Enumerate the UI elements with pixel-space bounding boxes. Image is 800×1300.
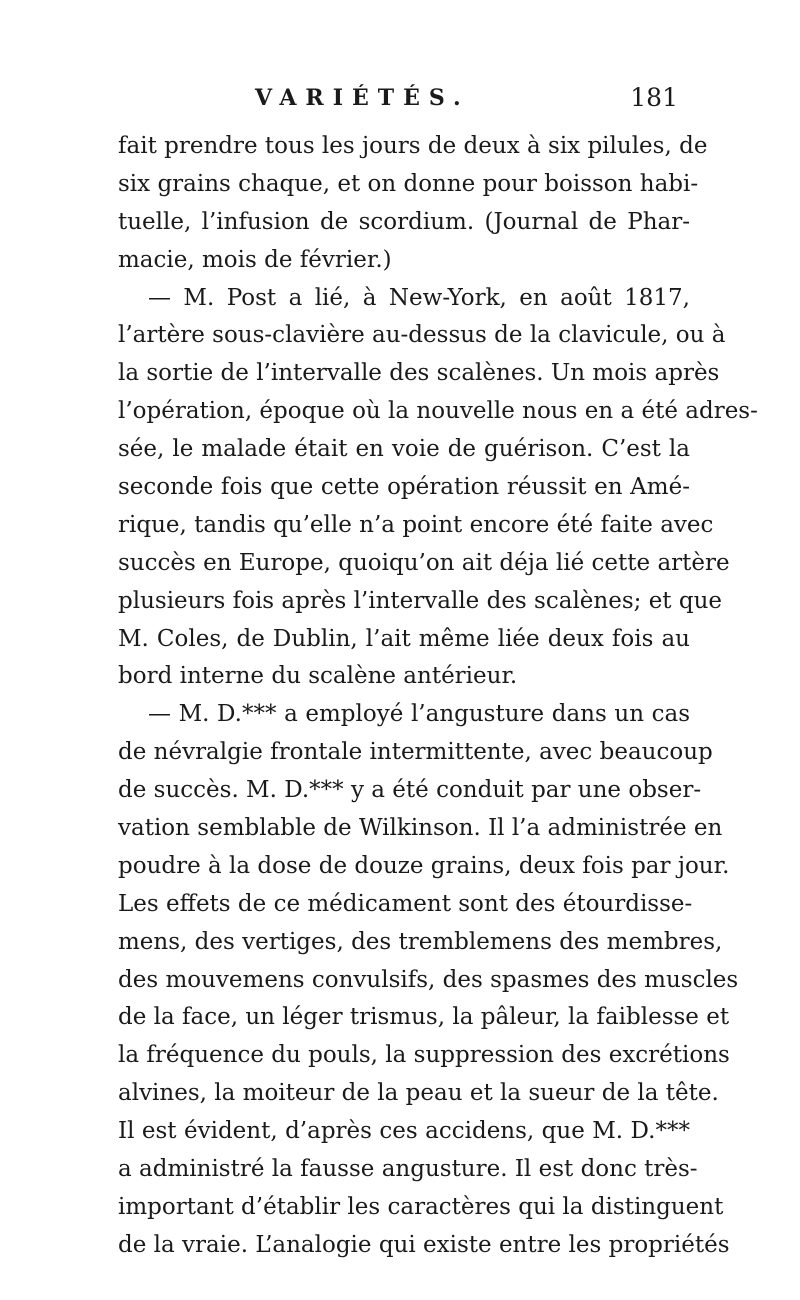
text-line: de la vraie. L’analogie qui existe entre les propriétés <box>118 1231 730 1258</box>
text-line: six grains chaque, et on donne pour boisson habi- <box>118 170 699 197</box>
text-line: l’opération, époque où la nouvelle nous en a été adres- <box>118 398 758 425</box>
text-line: fait prendre tous les jours de deux à six pilules, de <box>118 133 708 159</box>
text-line: vation semblable de Wilkinson. Il l’a administrée en <box>118 815 723 842</box>
text-line: important d’établir les caractères qui la distinguent <box>118 1193 724 1220</box>
text-line: macie, mois de février.) <box>118 246 392 273</box>
text-line: de la face, un léger trismus, la pâleur, la faiblesse et <box>118 1004 730 1031</box>
text-line: de névralgie frontale intermittente, avec beaucoup <box>118 739 713 766</box>
page-number: 181 <box>630 83 678 112</box>
text-line: succès en Europe, quoiqu’on ait déja lié cette artère <box>118 549 730 576</box>
text-line: seconde fois que cette opération réussit en Amé- <box>118 474 690 501</box>
text-line: rique, tandis qu’elle n’a point encore été faite avec <box>118 511 714 538</box>
running-head: VARIÉTÉS. <box>255 85 470 111</box>
text-line: tuelle, l’infusion de scordium. (Journal de Phar- <box>118 208 690 235</box>
text-line: plusieurs fois après l’intervalle des scalènes; et que <box>118 587 723 614</box>
page-header <box>120 78 680 118</box>
text-line: l’artère sous-clavière au-dessus de la clavicule, ou à <box>118 322 726 349</box>
text-line: alvines, la moiteur de la peau et la sueur de la tête. <box>118 1080 719 1107</box>
text-line: — M. Post a lié, à New-York, en août 1817, <box>148 284 690 311</box>
body-text <box>118 128 758 1265</box>
text-line: Il est évident, d’après ces accidens, que M. D.*** <box>118 1118 690 1145</box>
text-line: de succès. M. D.*** y a été conduit par une obser- <box>118 777 702 804</box>
text-line: la sortie de l’intervalle des scalènes. Un mois après <box>118 360 720 387</box>
text-line: poudre à la dose de douze grains, deux fois par jour. <box>118 852 730 879</box>
text-line: bord interne du scalène antérieur. <box>118 663 518 690</box>
text-line: la fréquence du pouls, la suppression des excrétions <box>118 1042 730 1069</box>
text-line: — M. D.*** a employé l’angusture dans un cas <box>148 701 690 728</box>
text-line: mens, des vertiges, des tremblemens des membres, <box>118 928 723 955</box>
text-line: a administré la fausse angusture. Il est donc très- <box>118 1156 698 1183</box>
text-line: Les effets de ce médicament sont des étourdisse- <box>118 890 693 917</box>
text-line: sée, le malade était en voie de guérison. C’est la <box>118 436 690 463</box>
text-line: M. Coles, de Dublin, l’ait même liée deux fois au <box>118 625 690 652</box>
text-line: des mouvemens convulsifs, des spasmes des muscles <box>118 966 739 993</box>
